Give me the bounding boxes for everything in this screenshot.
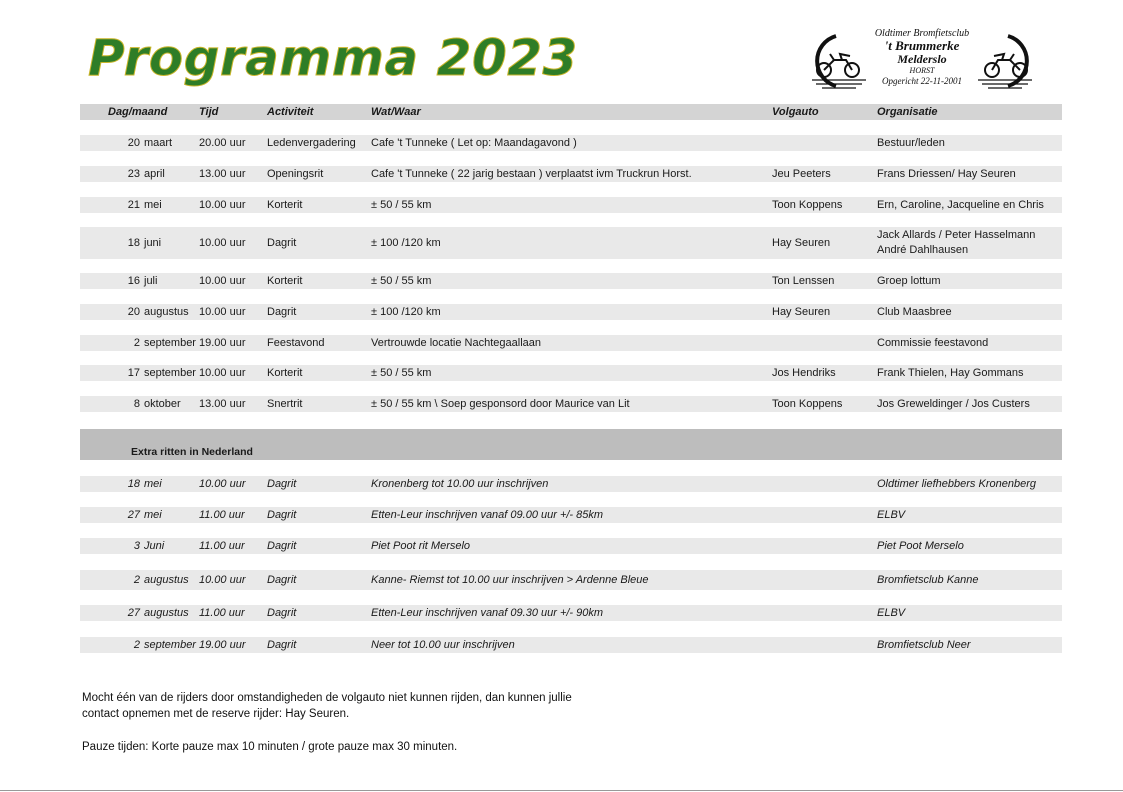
row-volgauto: Ton Lenssen [772,275,835,287]
row-location: ± 100 /120 km [371,237,441,249]
row-volgauto: Toon Koppens [772,398,843,410]
row-activity: Korterit [267,275,303,287]
header-activiteit: Activiteit [267,106,314,118]
row-time: 10.00 uur [199,237,246,249]
logo-founded: Opgericht 22-11-2001 [881,76,963,86]
row-day: 2 [133,639,140,651]
table-row [80,476,1062,492]
row-month: mei [144,478,162,490]
row-location: ± 50 / 55 km \ Soep gesponsord door Maurice van Lit [371,398,630,410]
row-month: mei [144,509,162,521]
row-day: 20 [127,137,140,149]
row-time: 10.00 uur [199,367,246,379]
row-time: 10.00 uur [199,306,246,318]
row-day: 16 [127,275,140,287]
row-organisation: Piet Poot Merselo [877,539,964,552]
row-organisation: Bromfietsclub Kanne [877,573,979,586]
row-location: Kronenberg tot 10.00 uur inschrijven [371,478,549,490]
header-wat: Wat/Waar [371,106,421,118]
row-location: Cafe 't Tunneke ( Let op: Maandagavond ) [371,137,577,149]
row-activity: Korterit [267,367,303,379]
row-day: 21 [127,199,140,211]
row-location: ± 50 / 55 km [371,199,432,211]
row-month: oktober [144,398,181,410]
row-day: 18 [127,237,140,249]
header-organisatie: Organisatie [877,105,938,118]
section-header [80,429,1062,460]
row-time: 11.00 uur [199,509,245,521]
row-time: 10.00 uur [199,199,246,211]
row-organisation: Commissie feestavond [877,336,989,349]
row-day: 20 [127,306,140,318]
page-title: Programma 2023 [88,29,578,87]
row-organisation: Frans Driessen/ Hay Seuren [877,167,1016,180]
table-header [80,104,1062,120]
row-location: ± 100 /120 km [371,306,441,318]
row-organisation: Oldtimer liefhebbers Kronenberg [877,477,1036,490]
row-location: Etten-Leur inschrijven vanaf 09.00 uur +/- 85km [371,509,604,521]
row-activity: Korterit [267,199,303,211]
row-activity: Ledenvergadering [267,137,356,149]
table-row [80,637,1062,653]
table-row [80,197,1062,213]
row-time: 20.00 uur [199,137,246,149]
row-location: Cafe 't Tunneke ( 22 jarig bestaan ) verplaatst ivm Truckrun Horst. [371,168,692,180]
row-organisation: Frank Thielen, Hay Gommans [877,366,1024,379]
table-row [80,507,1062,523]
row-month: mei [144,199,162,211]
row-time: 19.00 uur [199,337,246,349]
row-month: juni [144,237,162,249]
row-time: 11.00 uur [199,540,245,552]
row-volgauto: Jos Hendriks [772,367,836,379]
row-month: september [144,639,196,651]
logo-village: Melderslo [897,52,947,66]
row-organisation: Jos Greweldinger / Jos Custers [877,397,1030,410]
table-row [80,227,1062,259]
table-row [80,273,1062,289]
row-day: 2 [133,574,140,586]
row-activity: Dagrit [267,478,297,490]
row-volgauto: Jeu Peeters [772,168,831,180]
row-day: 8 [133,398,140,410]
row-activity: Dagrit [267,639,297,651]
row-activity: Dagrit [267,237,297,249]
row-activity: Feestavond [267,337,325,349]
row-location: Piet Poot rit Merselo [371,540,471,552]
row-month: september [144,367,196,379]
row-organisation: Jack Allards / Peter Hasselmann André Dahlhausen [877,229,1036,256]
row-location: Kanne- Riemst tot 10.00 uur inschrijven > Ardenne Bleue [371,574,649,586]
row-organisation: Ern, Caroline, Jacqueline en Chris [877,198,1044,211]
row-time: 10.00 uur [199,574,246,586]
note-line: contact opnemen met de reserve rijder: Hay Seuren. [82,708,350,720]
table-row [80,538,1062,554]
row-time: 10.00 uur [199,275,246,287]
table-row [80,605,1062,621]
row-organisation: ELBV [877,508,906,521]
row-day: 27 [127,607,140,619]
row-month: augustus [144,574,189,586]
row-day: 3 [133,540,140,552]
header-volgauto: Volgauto [772,106,819,118]
row-organisation: Club Maasbree [877,305,952,318]
logo-club-name: 't Brummerke [884,38,960,53]
row-day: 17 [127,367,140,379]
row-organisation: ELBV [877,606,906,619]
row-location: Vertrouwde locatie Nachtegaallaan [371,337,542,349]
row-location: ± 50 / 55 km [371,275,432,287]
row-day: 23 [127,168,140,180]
row-month: maart [144,137,173,149]
row-day: 2 [133,337,140,349]
header-dag: Dag/maand [108,106,168,118]
row-activity: Dagrit [267,509,297,521]
table-row [80,570,1062,590]
club-logo [806,26,1038,92]
row-month: augustus [144,607,189,619]
table-row [80,396,1062,412]
row-month: juli [144,275,158,287]
pause-times-note: Pauze tijden: Korte pauze max 10 minuten / grote pauze max 30 minuten. [82,741,458,753]
page-bottom-divider [0,790,1123,791]
row-time: 13.00 uur [199,168,246,180]
row-location: Etten-Leur inschrijven vanaf 09.30 uur +/- 90km [371,607,604,619]
logo-club-type: Oldtimer Bromfietsclub [874,28,970,39]
section-title: Extra ritten in Nederland [131,445,253,458]
row-day: 27 [127,509,140,521]
row-month: april [144,168,165,180]
row-activity: Dagrit [267,607,297,619]
row-time: 13.00 uur [199,398,246,410]
row-time: 10.00 uur [199,478,246,490]
table-row [80,304,1062,320]
row-organisation: Groep lottum [877,274,941,287]
table-row [80,135,1062,151]
row-volgauto: Hay Seuren [772,306,831,318]
row-organisation: Bromfietsclub Neer [877,638,971,651]
row-location: ± 50 / 55 km [371,367,432,379]
row-volgauto: Toon Koppens [772,199,843,211]
logo-town: HORST [909,66,935,75]
row-day: 18 [127,478,140,490]
row-activity: Dagrit [267,306,297,318]
row-time: 11.00 uur [199,607,245,619]
row-month: Juni [144,540,165,552]
row-location: Neer tot 10.00 uur inschrijven [371,639,515,651]
table-row [80,166,1062,182]
row-activity: Snertrit [267,398,303,410]
row-volgauto: Hay Seuren [772,237,831,249]
row-organisation: Bestuur/leden [877,136,945,149]
row-activity: Dagrit [267,540,297,552]
row-time: 19.00 uur [199,639,246,651]
row-month: september [144,337,196,349]
header-tijd: Tijd [199,106,219,118]
row-activity: Dagrit [267,574,297,586]
row-month: augustus [144,306,189,318]
row-activity: Openingsrit [267,168,324,180]
table-row [80,335,1062,351]
note-line: Mocht één van de rijders door omstandigheden de volgauto niet kunnen rijden, dan kunnen jullie [82,692,572,704]
table-row [80,365,1062,381]
